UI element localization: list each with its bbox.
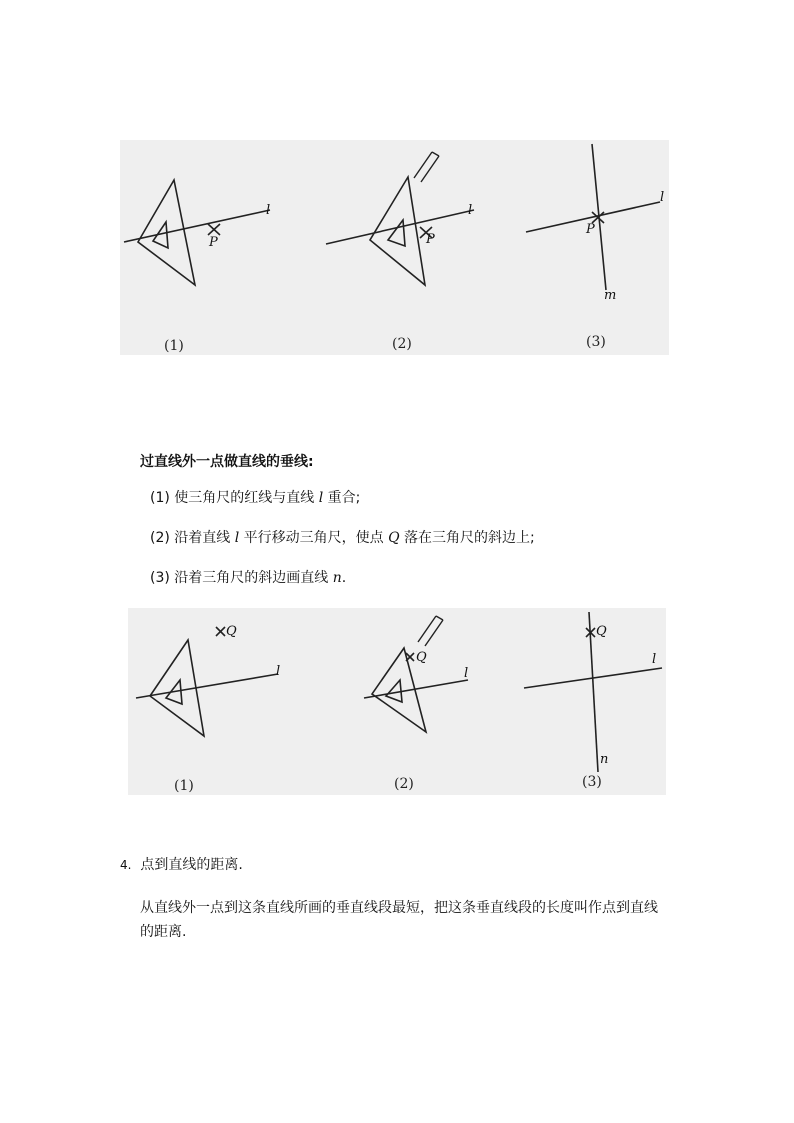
label-q-f2-3: Q bbox=[596, 624, 607, 639]
step-1-text: (1) 使三角尺的红线与直线 bbox=[150, 490, 319, 506]
step-1-var: l bbox=[318, 490, 324, 506]
pencil-f2-end bbox=[436, 616, 443, 620]
label-l-f2-2: l bbox=[464, 666, 469, 681]
line-l-2 bbox=[326, 210, 474, 244]
section-title: 过直线外一点做直线的垂线: bbox=[140, 454, 314, 470]
set-square-2 bbox=[370, 177, 425, 285]
step-3-text: (3) 沿着三角尺的斜边画直线 bbox=[150, 570, 333, 586]
step-1 bbox=[150, 488, 360, 508]
label-l-3: l bbox=[660, 190, 665, 205]
item-4-number: 4. bbox=[120, 858, 132, 872]
pencil-body-b bbox=[421, 156, 439, 182]
label-p-1: P bbox=[209, 235, 218, 250]
step-3-text-end: . bbox=[341, 570, 347, 586]
set-square-inner-f2-2 bbox=[386, 680, 402, 702]
step-2-var: l bbox=[234, 530, 240, 546]
figure2-drawing bbox=[128, 608, 666, 795]
step-3-var: n bbox=[332, 570, 342, 586]
pencil-f2-a bbox=[418, 616, 436, 642]
set-square-f2-1 bbox=[150, 640, 204, 736]
label-p-3: P bbox=[586, 222, 595, 237]
label-p-2: P bbox=[426, 232, 435, 247]
item-4-body-line-1: 从直线外一点到这条直线所画的垂直线段最短，把这条垂直线段的长度叫作点到直线 bbox=[140, 900, 658, 916]
pencil-end bbox=[432, 152, 439, 156]
item-4-heading bbox=[120, 855, 243, 875]
set-square-inner-2 bbox=[388, 220, 405, 246]
label-l-f2-1: l bbox=[276, 664, 281, 679]
label-q-f2-2: Q bbox=[416, 650, 427, 665]
figure1-drawing bbox=[120, 140, 669, 355]
step-2-text-mid: 平行移动三角尺，使点 bbox=[239, 530, 389, 546]
label-n-f2-3: n bbox=[600, 752, 609, 767]
label-l-2: l bbox=[468, 203, 473, 218]
step-2-text: (2) 沿着直线 bbox=[150, 530, 235, 546]
item-4-title: 点到直线的距离. bbox=[140, 857, 243, 873]
pencil-f2-b bbox=[425, 620, 443, 646]
label-q-f2-1: Q bbox=[226, 624, 237, 639]
figure-perpendicular-through-point-on-line bbox=[120, 140, 669, 355]
label-m-3: m bbox=[604, 288, 617, 303]
step-2-var2: Q bbox=[388, 530, 400, 546]
line-l-1 bbox=[124, 210, 270, 242]
label-l-1: l bbox=[266, 203, 271, 218]
figure-perpendicular-through-point-off-line bbox=[128, 608, 666, 795]
caption-1: (1) bbox=[164, 338, 184, 354]
caption-3: (3) bbox=[586, 334, 606, 350]
pencil-body-a bbox=[414, 152, 432, 178]
caption-f2-1: (1) bbox=[174, 778, 194, 794]
step-1-text-end: 重合; bbox=[323, 490, 361, 506]
caption-f2-2: (2) bbox=[394, 776, 414, 792]
step-2 bbox=[150, 528, 535, 548]
step-3 bbox=[150, 568, 346, 588]
caption-2: (2) bbox=[392, 336, 412, 352]
label-l-f2-3: l bbox=[652, 652, 657, 667]
step-2-text-end: 落在三角尺的斜边上; bbox=[399, 530, 535, 546]
caption-f2-3: (3) bbox=[582, 774, 602, 790]
item-4-body-line-2: 的距离. bbox=[140, 924, 187, 940]
